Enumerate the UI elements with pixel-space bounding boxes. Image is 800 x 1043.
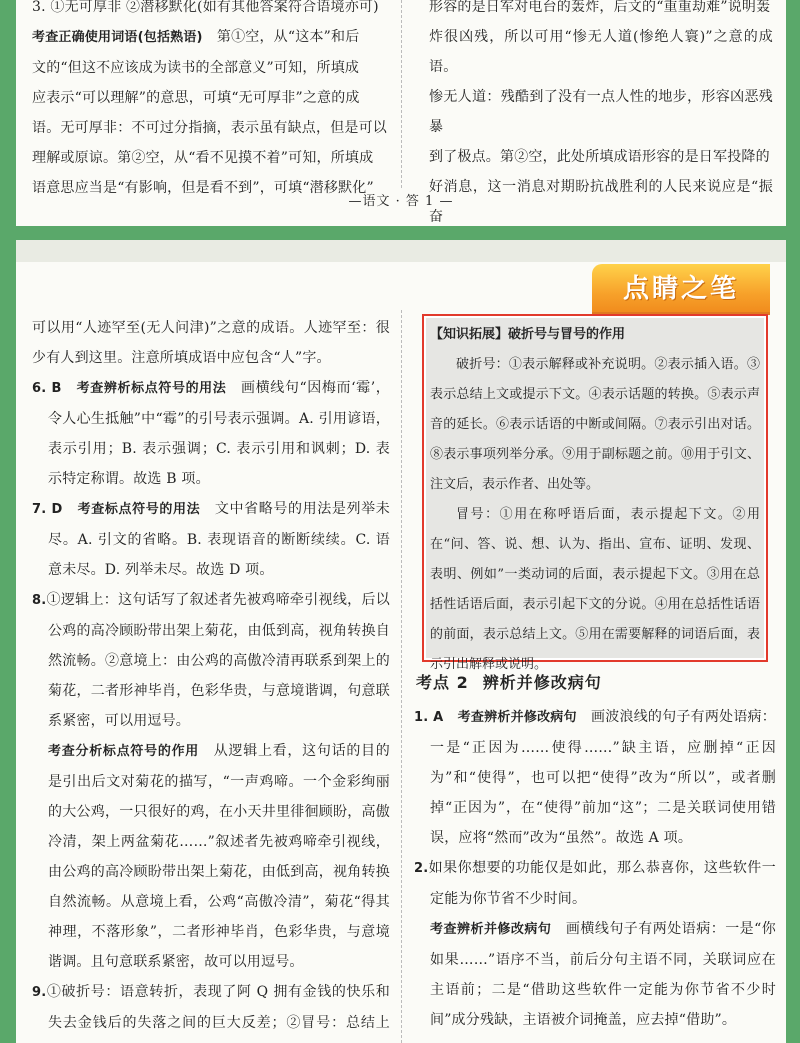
explanation-label: 考查分析标点符号的作用: [48, 744, 200, 759]
text-line: 好消息，这一消息对期盼抗战胜利的人民来说应是“振奋: [429, 179, 773, 225]
page-header-stripe: [16, 240, 786, 262]
text-line: 惨无人道：残酷到了没有一点人性的地步，形容凶恶残暴: [429, 89, 773, 135]
text-line: 语意思应当是“有影响，但是看不到”，可填“潜移默化”: [32, 180, 374, 196]
page-footer: —语文 · 答 1 —: [348, 194, 454, 209]
explanation-label: 考查正确使用词语(包括熟语): [32, 30, 203, 45]
key-point-label: 考点 2: [416, 673, 469, 692]
text-line: 炸很凶残，所以可用“惨无人道(惨绝人寰)”之意的成语。: [429, 29, 773, 75]
answer-7: 7. D 考查标点符号的用法 文中省略号的用法是列举未尽。A. 引文的省略。B. 表现语音的断断续续。C. 语意未尽。D. 列举未尽。故选 D 项。: [32, 501, 390, 578]
key-point-title: 辨析并修改病句: [482, 673, 602, 692]
answer-2-explanation: 考查辨析并修改病句 画横线句子有两处语病：一是“你如果……”语序不当，前后分句主语不同，关联词应在主语前；二是“借助这些软件一定能为你节省不少时间”成分残缺，主语被介词掩盖，应去掉“借助”。: [430, 921, 776, 1028]
answer-8: 8.①逻辑上：这句话写了叙述者先被鸡啼牵引视线，后以公鸡的高冷顾盼带出架上菊花，由低到高，视角转换自然流畅。②意境上：由公鸡的高傲冷清再联系到架上的菊花，二者形神毕肖，色彩华贵，与意境谐调，句意联系紧密，可以用逗号。: [32, 592, 390, 729]
page-2-left-column: [32, 313, 390, 1043]
answer-9: 9.①破折号：语意转折，表现了阿 Q 拥有金钱的快乐和失去金钱后的失落之间的巨大反差；②冒号：总结上: [32, 984, 390, 1031]
box-title: 【知识拓展】破折号与冒号的作用: [430, 327, 626, 342]
text-line: 理解或原谅。第②空，从“看不见摸不着”可知，所填成: [32, 150, 374, 166]
answer-number: 2.: [414, 861, 429, 876]
highlight-banner: 点睛之笔: [592, 264, 770, 314]
dash-usage-text: 破折号：①表示解释或补充说明。②表示插入语。③表示总结上文或提示下文。④表示话题的转换。⑤表示声音的延长。⑥表示话语的中断或间隔。⑦表示引出对话。⑧表示事项列举分承。⑨用于副标题之前。⑩用于引文、注文后，表示作者、出处等。: [430, 357, 760, 492]
text-line: 形容的是日军对电台的轰炸，后文的“重重劫难”说明轰: [429, 0, 771, 15]
explanation-label: 考查辨析标点符号的用法: [76, 381, 227, 396]
answer-8-explanation: 考查分析标点符号的作用 从逻辑上看，这句话的目的是引出后文对菊花的描写，“一声鸡啼。一个金彩绚丽的大公鸡，一只很好的鸡，在小天井里徘徊顾盼，高傲冷清，架上两盆菊花……”叙述者先被鸡啼牵引视线，由公鸡的高冷顾盼带出架上菊花，由低到高，视角转换自然流畅。从意境上看，公鸡“高傲冷清”，菊花“得其神理，不落形象”，二者形神毕肖，色彩华贵，与意境谐调。且句意联系紧密，故可以用逗号。: [48, 743, 390, 970]
answer-3: 3. ①无可厚非 ②潜移默化(如有其他答案符合语境亦可): [32, 0, 379, 15]
answer-1: 1. A 考查辨析并修改病句 画波浪线的句子有两处语病：一是“正因为……使得……”缺主语，应删掉“正因为”和“使得”，也可以把“使得”改为“所以”，或者删掉“正因为”，在“使得”前加“这”；二是关联词使用错误，应将“然而”改为“虽然”。故选 A 项。: [414, 709, 776, 846]
explanation-label: 考查辨析并修改病句: [457, 710, 577, 725]
page-1-left-column: [32, 0, 388, 203]
text-line: 应表示“可以理解”的意思，可填“无可厚非”之意的成: [32, 90, 360, 106]
answer-2: 2.如果你想要的功能仅是如此，那么恭喜你，这些软件一定能为你节省不少时间。: [414, 860, 776, 907]
answer-3-explanation-lead: 考查正确使用词语(包括熟语) 第①空，从“这本”和后: [32, 29, 360, 45]
answer-6: 6. B 考查辨析标点符号的用法 画横线句“因梅而‘霉’，令人心生抵触”中“霉”的引号表示强调。A. 引用谚语，表示引用；B. 表示强调；C. 表示引用和讽刺；D. 表示特定称谓。故选 B 项。: [32, 380, 391, 487]
text-line: 语。无可厚非：不可过分指摘，表示虽有缺点，但是可以: [32, 120, 387, 136]
answer-number: 6. B: [32, 381, 62, 396]
page-2: [16, 240, 786, 1043]
text-line: 到了极点。第②空，此处所填成语形容的是日军投降的: [429, 149, 770, 165]
column-divider: [401, 310, 402, 1043]
page-2-right-column: [414, 702, 776, 1035]
answer-number: 7. D: [32, 502, 63, 517]
text-line: 文的“但这不应该成为读书的全部意义”可知，所填成: [32, 60, 360, 76]
key-point-heading: [416, 670, 602, 693]
continued-text: 可以用“人迹罕至(无人问津)”之意的成语。人迹罕至：很少有人到这里。注意所填成语中应包含“人”字。: [32, 320, 390, 366]
answer-number: 9.: [32, 985, 47, 1000]
answer-number: 1. A: [414, 710, 444, 725]
page-1-bottom: [16, 0, 786, 226]
colon-usage-text: 冒号：①用在称呼语后面，表示提起下文。②用在“问、答、说、想、认为、指出、宣布、证明、发现、表明、例如”一类动词的后面，表示提起下文。③用在总括性话语后面，表示引起下文的分说。④用在总括性话语的前面，表示总结上文。⑤用在需要解释的词语后面，表示引出解释或说明。: [430, 507, 760, 672]
explanation-label: 考查标点符号的用法: [77, 502, 201, 517]
answer-number: 8.: [32, 593, 47, 608]
knowledge-expansion-box: [422, 314, 768, 672]
explanation-label: 考查辨析并修改病句: [430, 922, 552, 937]
column-divider: [401, 0, 402, 188]
